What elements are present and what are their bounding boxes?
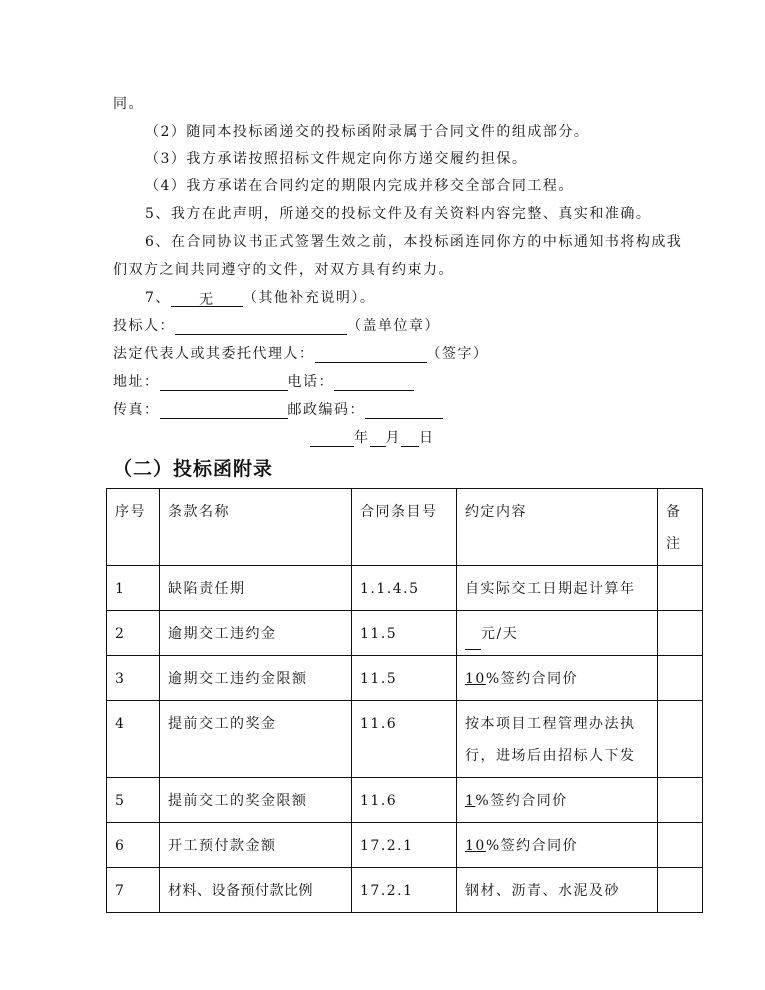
row-name: 材料、设备预付款比例 xyxy=(160,868,352,913)
header-content: 约定内容 xyxy=(457,489,658,566)
bidder-blank[interactable] xyxy=(175,319,347,335)
representative-note: （签字） xyxy=(426,346,489,362)
paragraph-6-line1: 6、在合同协议书正式签署生效之前，本投标函连同你方的中标通知书将构成我 xyxy=(145,234,683,250)
row-clause: 17.2.1 xyxy=(352,868,457,913)
row-clause: 11.6 xyxy=(352,701,457,778)
fax-blank[interactable] xyxy=(160,403,288,419)
row-content-percent: 10 xyxy=(465,838,486,854)
row-content xyxy=(457,823,658,868)
fax-line xyxy=(113,401,443,419)
table-header-row xyxy=(107,489,703,566)
row-content-percent: 10 xyxy=(465,671,486,687)
table-row xyxy=(107,611,703,656)
paragraph-7-suffix: （其他补充说明）。 xyxy=(242,290,376,306)
phone-blank[interactable] xyxy=(334,375,414,391)
appendix-table xyxy=(106,488,703,913)
table-row xyxy=(107,701,703,778)
postcode-label: 邮政编码： xyxy=(287,402,365,418)
phone-label: 电话： xyxy=(287,374,334,390)
table-row xyxy=(107,656,703,701)
paragraph-continuation: 同。 xyxy=(113,96,144,112)
representative-blank[interactable] xyxy=(315,347,427,363)
supplement-value: 无 xyxy=(199,292,215,308)
header-note: 备注 xyxy=(658,489,703,566)
row-no: 3 xyxy=(107,656,160,701)
paragraph-5: 5、我方在此声明，所递交的投标文件及有关资料内容完整、真实和准确。 xyxy=(145,206,652,222)
row-no: 2 xyxy=(107,611,160,656)
row-name: 提前交工的奖金限额 xyxy=(160,778,352,823)
row-content xyxy=(457,656,658,701)
row-content xyxy=(457,778,658,823)
row-note[interactable] xyxy=(658,823,703,868)
row-note[interactable] xyxy=(658,868,703,913)
row-content-text: 元/天 xyxy=(481,626,519,642)
appendix-title: （二）投标函附录 xyxy=(113,458,274,480)
row-note[interactable] xyxy=(658,566,703,611)
paragraph-item-3: （3）我方承诺按照招标文件规定向你方递交履约担保。 xyxy=(145,151,528,167)
date-line xyxy=(310,429,435,447)
day-blank[interactable] xyxy=(401,431,419,447)
bidder-label: 投标人： xyxy=(113,318,175,334)
row-name: 缺陷责任期 xyxy=(160,566,352,611)
row-no: 4 xyxy=(107,701,160,778)
row-clause: 17.2.1 xyxy=(352,823,457,868)
row-content xyxy=(457,611,658,656)
table-row xyxy=(107,868,703,913)
row-content: 自实际交工日期起计算年 xyxy=(457,566,658,611)
month-label: 月 xyxy=(385,430,401,446)
table-row xyxy=(107,823,703,868)
postcode-blank[interactable] xyxy=(365,403,443,419)
year-blank[interactable] xyxy=(310,431,354,447)
paragraph-item-4: （4）我方承诺在合同约定的期限内完成并移交全部合同工程。 xyxy=(145,178,574,194)
amount-blank[interactable] xyxy=(465,634,481,650)
paragraph-item-2: （2）随同本投标函递交的投标函附录属于合同文件的组成部分。 xyxy=(145,124,590,140)
bidder-note: （盖单位章） xyxy=(347,318,440,334)
row-clause: 11.5 xyxy=(352,656,457,701)
bidder-line xyxy=(113,317,440,335)
year-label: 年 xyxy=(354,430,370,446)
paragraph-7-prefix: 7、 xyxy=(145,290,171,306)
row-clause: 11.5 xyxy=(352,611,457,656)
row-content-text: %签约合同价 xyxy=(485,671,579,687)
table-row xyxy=(107,566,703,611)
address-blank[interactable] xyxy=(160,375,288,391)
header-no: 序号 xyxy=(107,489,160,566)
row-name: 逾期交工违约金 xyxy=(160,611,352,656)
month-blank[interactable] xyxy=(370,431,386,447)
paragraph-7 xyxy=(145,289,375,307)
row-clause: 1.1.4.5 xyxy=(352,566,457,611)
row-note[interactable] xyxy=(658,611,703,656)
row-content: 钢材、沥青、水泥及砂 xyxy=(457,868,658,913)
header-name: 条款名称 xyxy=(160,489,352,566)
row-name: 提前交工的奖金 xyxy=(160,701,352,778)
row-note[interactable] xyxy=(658,701,703,778)
row-content-text: %签约合同价 xyxy=(485,838,579,854)
row-note[interactable] xyxy=(658,656,703,701)
row-no: 5 xyxy=(107,778,160,823)
row-no: 1 xyxy=(107,566,160,611)
day-label: 日 xyxy=(419,430,435,446)
row-content-text: %签约合同价 xyxy=(475,793,568,809)
row-name: 逾期交工违约金限额 xyxy=(160,656,352,701)
supplement-blank[interactable] xyxy=(171,291,243,307)
paragraph-6-line2: 们双方之间共同遵守的文件，对双方具有约束力。 xyxy=(113,262,454,278)
representative-label: 法定代表人或其委托代理人： xyxy=(113,346,315,362)
table-row xyxy=(107,778,703,823)
row-content: 按本项目工程管理办法执行，进场后由招标人下发 xyxy=(457,701,658,778)
address-label: 地址： xyxy=(113,374,160,390)
header-clause: 合同条目号 xyxy=(352,489,457,566)
row-name: 开工预付款金额 xyxy=(160,823,352,868)
fax-label: 传真： xyxy=(113,402,160,418)
address-line xyxy=(113,373,414,391)
row-note[interactable] xyxy=(658,778,703,823)
representative-line xyxy=(113,345,489,363)
row-no: 6 xyxy=(107,823,160,868)
row-clause: 11.6 xyxy=(352,778,457,823)
row-content-percent: 1 xyxy=(465,793,476,809)
row-no: 7 xyxy=(107,868,160,913)
